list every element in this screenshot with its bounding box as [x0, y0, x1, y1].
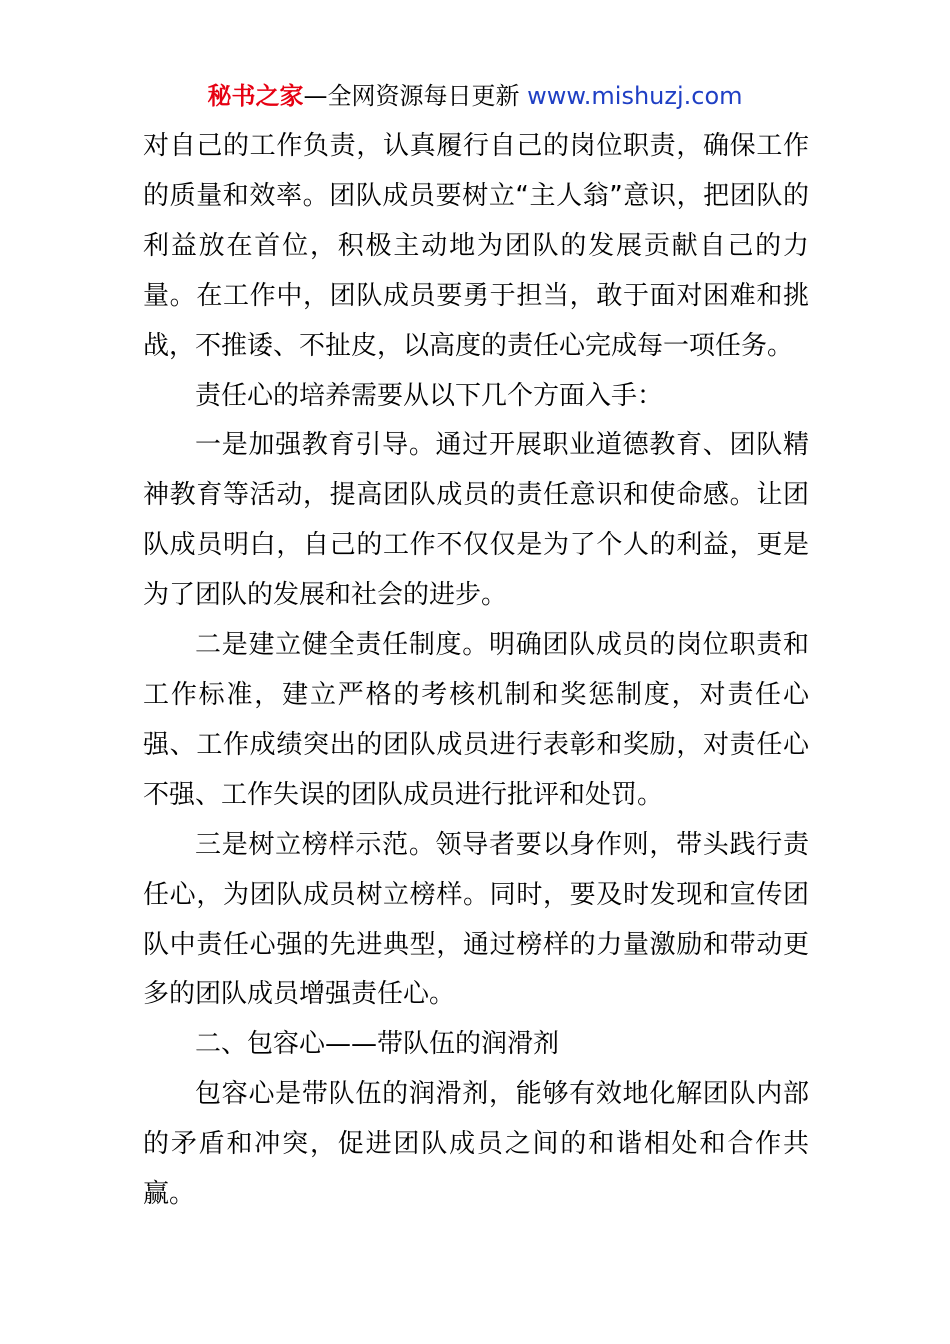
paragraph-continuation: 对自己的工作负责，认真履行自己的岗位职责，确保工作的质量和效率。团队成员要树立“主人翁”意识，把团队的利益放在首位，积极主动地为团队的发展贡献自己的力量。在工作中，团队成员要勇于担当，敢于面对困难和挑战，不推诿、不扯皮，以高度的责任心完成每一项任务。: [143, 131, 809, 361]
site-url-link[interactable]: www.mishuzj.com: [527, 82, 743, 110]
paragraph-method-one: 一是加强教育引导。通过开展职业道德教育、团队精神教育等活动，提高团队成员的责任意识和使命感。让团队成员明白，自己的工作不仅仅是为了个人的利益，更是为了团队的发展和社会的进步。: [143, 430, 809, 611]
document-body: [143, 122, 809, 1220]
section-heading: 二、包容心——带队伍的润滑剂: [195, 1029, 560, 1060]
paragraph-tolerance: 包容心是带队伍的润滑剂，能够有效地化解团队内部的矛盾和冲突，促进团队成员之间的和谐相处和合作共赢。: [143, 1079, 809, 1210]
paragraph-intro-methods: 责任心的培养需要从以下几个方面入手：: [195, 380, 664, 411]
site-tagline: —全网资源每日更新: [303, 82, 528, 110]
paragraph-method-two: 二是建立健全责任制度。明确团队成员的岗位职责和工作标准，建立严格的考核机制和奖惩制度，对责任心强、工作成绩突出的团队成员进行表彰和奖励，对责任心不强、工作失误的团队成员进行批评和处罚。: [143, 630, 809, 810]
site-header: [0, 80, 950, 112]
paragraph-method-three: 三是树立榜样示范。领导者要以身作则，带头践行责任心，为团队成员树立榜样。同时，要及时发现和宣传团队中责任心强的先进典型，通过榜样的力量激励和带动更多的团队成员增强责任心。: [143, 829, 809, 1010]
site-brand: 秘书之家: [207, 82, 304, 110]
